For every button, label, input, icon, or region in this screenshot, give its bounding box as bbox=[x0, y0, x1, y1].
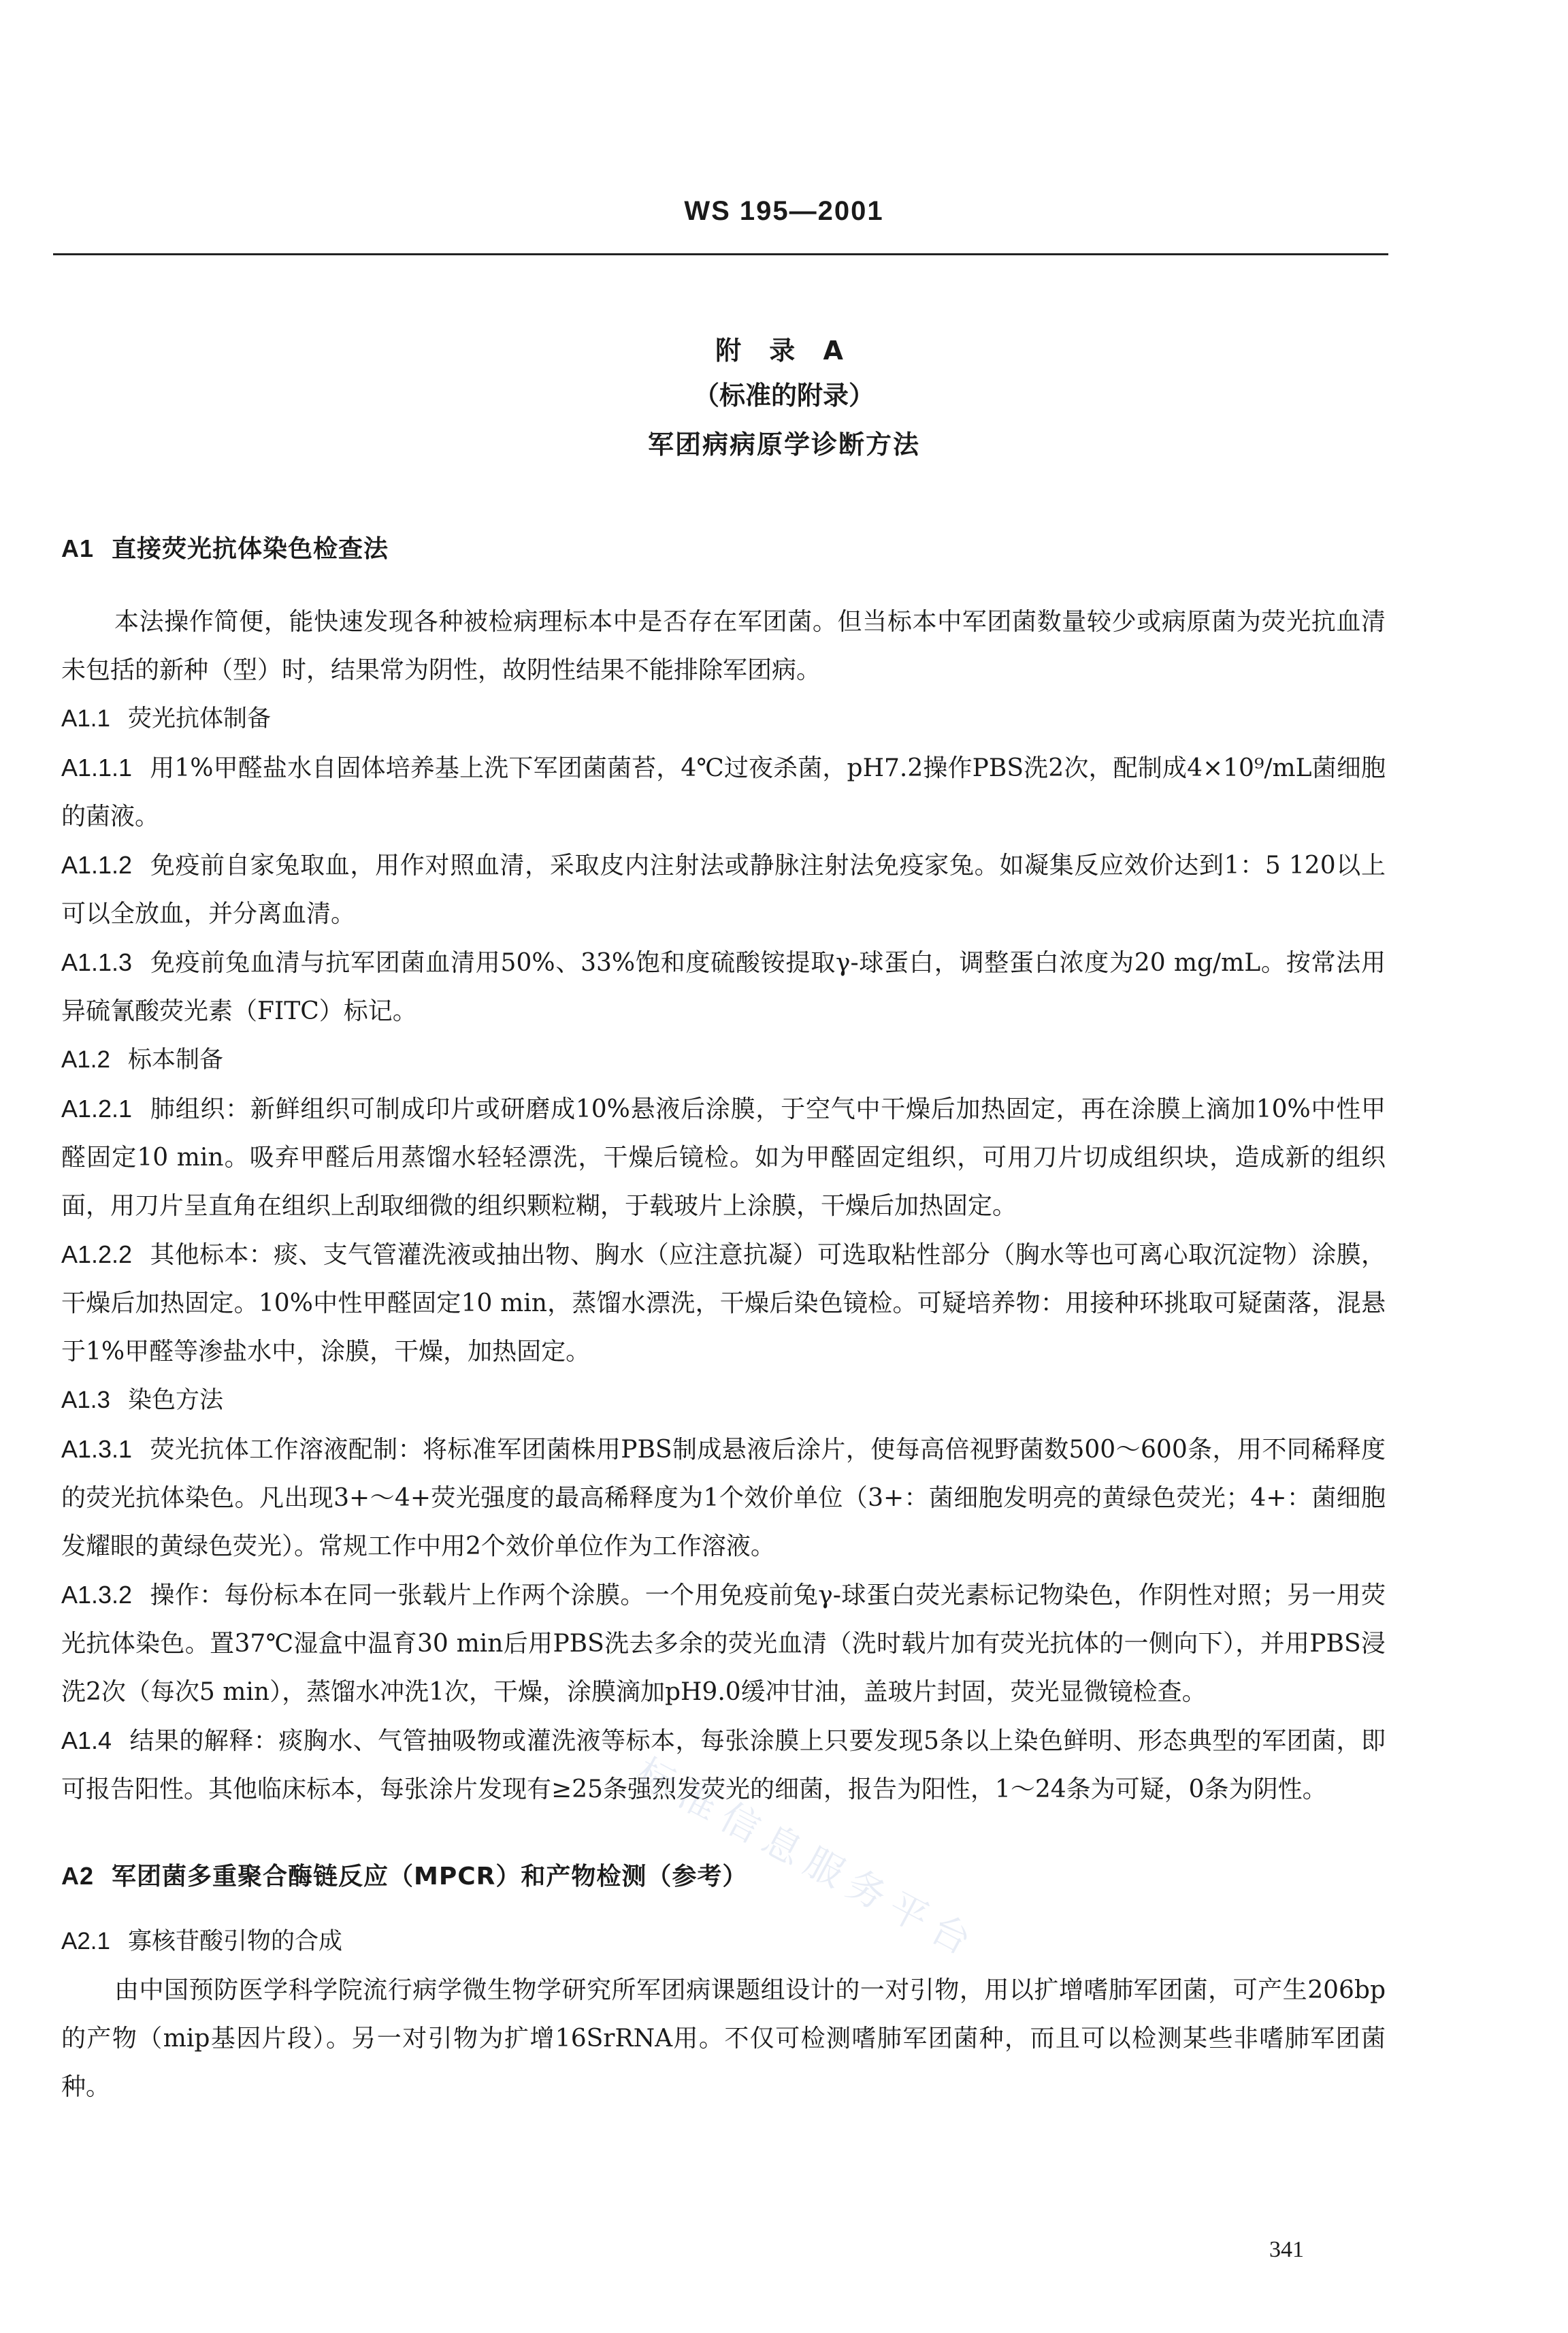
clause-a1-3-1 bbox=[61, 1425, 1386, 1571]
subsection-heading-a1-3 bbox=[61, 1376, 1386, 1425]
subsection-heading-a2-1 bbox=[61, 1917, 1386, 1966]
clause-text: 其他标本：痰、支气管灌洗液或抽出物、胸水（应注意抗凝）可选取粘性部分（胸水等也可离心取沉淀物）涂膜，干燥后加热固定。10%中性甲醛固定10 min，蒸馏水漂洗，干燥后染色镜检。可疑培养物：用接种环挑取可疑菌落，混悬于1%甲醛等渗盐水中，涂膜，干燥，加热固定。 bbox=[61, 1241, 1386, 1366]
clause-id: A1.1.2 bbox=[61, 851, 133, 879]
clause-id: A1.4 bbox=[61, 1726, 112, 1754]
section-title: 直接荧光抗体染色检查法 bbox=[112, 535, 389, 563]
clause-id: A1.1.3 bbox=[61, 948, 133, 976]
clause-text: 免疫前自家兔取血，用作对照血清，采取皮内注射法或静脉注射法免疫家兔。如凝集反应效价达到1：5 120以上可以全放血，并分离血清。 bbox=[61, 852, 1386, 928]
annex-label: 附 录 A bbox=[715, 336, 853, 366]
section-id: A1 bbox=[61, 534, 95, 562]
clause-id: A1.1.1 bbox=[61, 754, 133, 782]
paragraph-intro: 本法操作简便，能快速发现各种被检病理标本中是否存在军团菌。但当标本中军团菌数量较少或病原菌为荧光抗血清未包括的新种（型）时，结果常为阴性，故阴性结果不能排除军团病。 bbox=[61, 608, 1386, 684]
clause-a1-1-1 bbox=[61, 743, 1386, 841]
section-id: A2 bbox=[61, 1862, 95, 1890]
subsection-title: 寡核苷酸引物的合成 bbox=[128, 1928, 343, 1955]
section-title: 军团菌多重聚合酶链反应（MPCR）和产物检测（参考） bbox=[112, 1863, 748, 1890]
subsection-id: A1.2 bbox=[61, 1046, 110, 1073]
subsection-title: 标本制备 bbox=[128, 1046, 224, 1074]
clause-text: 用1%甲醛盐水自固体培养基上洗下军团菌菌苔，4℃过夜杀菌，pH7.2操作PBS洗2次，配制成4×10⁹/mL菌细胞的菌液。 bbox=[61, 754, 1386, 831]
clause-a1-1-2 bbox=[61, 841, 1386, 938]
clause-a1-2-1 bbox=[61, 1084, 1386, 1230]
subsection-heading-a1-1 bbox=[61, 694, 1386, 743]
clause-a1-3-2 bbox=[61, 1571, 1386, 1716]
clause-text: 免疫前兔血清与抗军团菌血清用50%、33%饱和度硫酸铵提取γ-球蛋白，调整蛋白浓度为20 mg/mL。按常法用异硫氰酸荧光素（FITC）标记。 bbox=[61, 949, 1386, 1025]
annex-title: 军团病病原学诊断方法 bbox=[647, 430, 920, 460]
header-rule bbox=[53, 253, 1388, 255]
page-number: 341 bbox=[1269, 2237, 1304, 2262]
watermark-text: 标准信息服务平台 bbox=[628, 1750, 986, 1968]
subsection-title: 染色方法 bbox=[128, 1387, 224, 1414]
paragraph-a2-1: 由中国预防医学科学院流行病学微生物学研究所军团病课题组设计的一对引物，用以扩增嗜肺军团菌，可产生206bp的产物（mip基因片段）。另一对引物为扩增16SrRNA用。不仅可检测嗜肺军团菌种，而且可以检测某些非嗜肺军团菌种。 bbox=[61, 1976, 1386, 2101]
clause-id: A1.2.1 bbox=[61, 1095, 133, 1123]
clause-id: A1.2.2 bbox=[61, 1240, 133, 1268]
annex-subtitle: （标准的附录） bbox=[693, 381, 875, 411]
clause-text: 操作：每份标本在同一张载片上作两个涂膜。一个用免疫前兔γ-球蛋白荧光素标记物染色，作阴性对照；另一用荧光抗体染色。置37℃湿盒中温育30 min后用PBS洗去多余的荧光血清（洗时载片加有荧光抗体的一侧向下），并用PBS浸洗2次（每次5 min），蒸馏水冲洗1次，干燥，涂膜滴加pH9.0缓冲甘油，盖玻片封固，荧光显微镜检查。 bbox=[61, 1581, 1386, 1706]
clause-id: A1.3.2 bbox=[61, 1581, 133, 1609]
document-body bbox=[61, 524, 1386, 2111]
subsection-title: 荧光抗体制备 bbox=[128, 705, 272, 733]
clause-text: 肺组织：新鲜组织可制成印片或研磨成10%悬液后涂膜，于空气中干燥后加热固定，再在涂膜上滴加10%中性甲醛固定10 min。吸弃甲醛后用蒸馏水轻轻漂洗，干燥后镜检。如为甲醛固定组织，可用刀片切成组织块，造成新的组织面，用刀片呈直角在组织上刮取细微的组织颗粒糊，于载玻片上涂膜，干燥后加热固定。 bbox=[61, 1095, 1386, 1220]
section-heading-a1 bbox=[61, 524, 1386, 573]
clause-id: A1.3.1 bbox=[61, 1435, 133, 1463]
subsection-heading-a1-2 bbox=[61, 1035, 1386, 1084]
subsection-id: A1.1 bbox=[61, 705, 110, 732]
clause-a1-2-2 bbox=[61, 1230, 1386, 1376]
subsection-id: A2.1 bbox=[61, 1928, 110, 1954]
subsection-id: A1.3 bbox=[61, 1387, 110, 1413]
clause-a1-1-3 bbox=[61, 938, 1386, 1035]
standard-code-header: WS 195—2001 bbox=[684, 196, 884, 226]
clause-text: 结果的解释：痰胸水、气管抽吸物或灌洗液等标本，每张涂膜上只要发现5条以上染色鲜明、形态典型的军团菌，即可报告阳性。其他临床标本，每张涂片发现有≥25条强烈发荧光的细菌，报告为阳性，1～24条为可疑，0条为阴性。 bbox=[61, 1727, 1386, 1803]
clause-text: 荧光抗体工作溶液配制：将标准军团菌株用PBS制成悬液后涂片，使每高倍视野菌数500～600条，用不同稀释度的荧光抗体染色。凡出现3+～4+荧光强度的最高稀释度为1个效价单位（3+：菌细胞发明亮的黄绿色荧光；4+：菌细胞发耀眼的黄绿色荧光）。常规工作中用2个效价单位作为工作溶液。 bbox=[61, 1436, 1386, 1560]
